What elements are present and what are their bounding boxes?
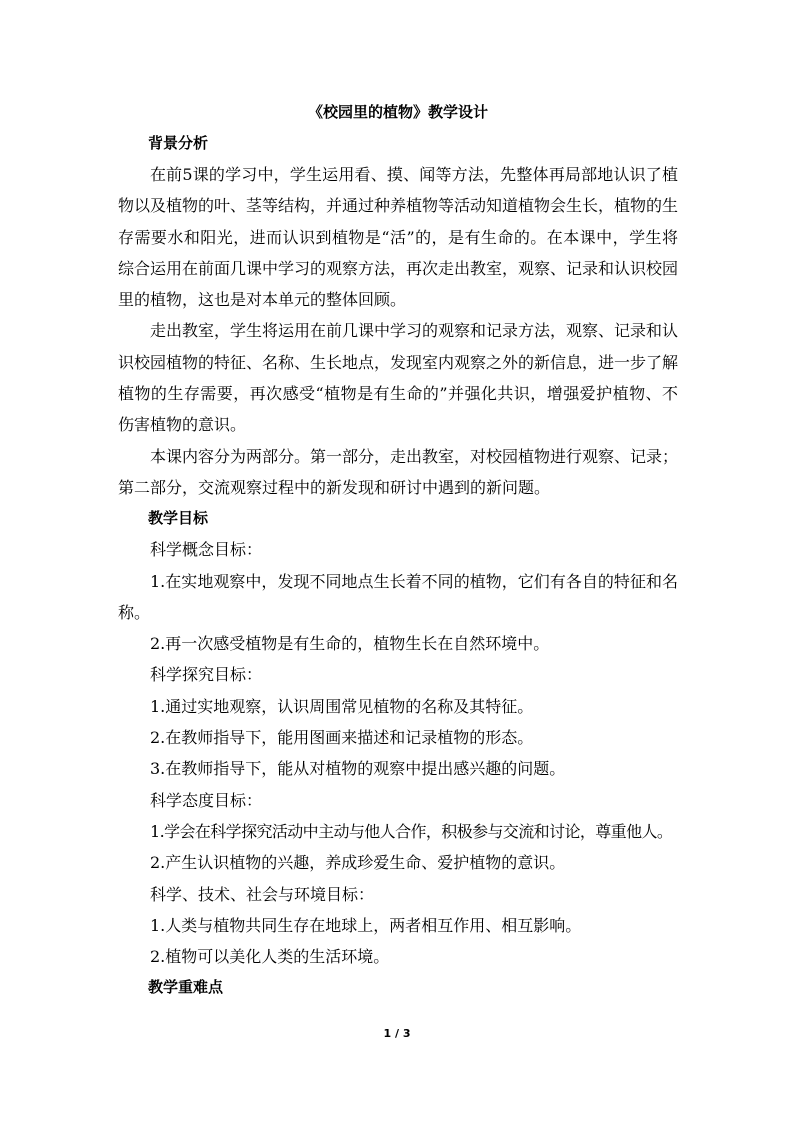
section-heading-background: 背景分析 [148,134,209,152]
section-heading-goals: 教学目标 [148,509,209,528]
goal-label-attitude: 科学态度目标： [150,790,263,810]
section-heading-keypoints: 教学重难点 [148,978,224,997]
background-paragraph: 本课内容分为两部分。第一部分，走出教室，对校园植物进行观察、记录；第二部分，交流观察过程中的新发现和研讨中遇到的新问题。 [118,446,679,497]
goal-label-inquiry: 科学探究目标： [150,665,263,685]
goal-item: 2.产生认识植物的兴趣，养成珍爱生命、爱护植物的意识。 [150,853,566,873]
goal-item: 2.在教师指导下，能用图画来描述和记录植物的形态。 [150,728,534,748]
goal-label-concept: 科学概念目标： [150,540,263,560]
document-body [118,100,678,1003]
background-paragraph: 在前5课的学习中，学生运用看、摸、闻等方法，先整体再局部地认识了植物以及植物的叶、茎等结构，并通过种养植物等活动知道植物会生长，植物的生存需要水和阳光，进而认识到植物是“活”的，是有生命的。在本课中，学生将综合运用在前面几课中学习的观察方法，再次走出教室，观察、记录和认识校园里的植物，这也是对本单元的整体回顾。 [118,165,679,310]
document-title: 《校园里的植物》教学设计 [307,103,488,121]
goal-item: 1.人类与植物共同生存在地球上，两者相互作用、相互影响。 [150,915,582,935]
goal-item: 1.学会在科学探究活动中主动与他人合作，积极参与交流和讨论，尊重他人。 [150,821,673,841]
goal-item: 2.植物可以美化人类的生活环境。 [150,947,390,967]
goal-item: 2.再一次感受植物是有生命的，植物生长在自然环境中。 [150,634,550,654]
goal-label-sts: 科学、技术、社会与环境目标： [150,884,375,904]
page-number: 1 / 3 [383,1027,411,1040]
goal-item: 1.通过实地观察，认识周围常见植物的名称及其特征。 [150,696,534,716]
background-paragraph: 走出教室，学生将运用在前几课中学习的观察和记录方法，观察、记录和认识校园植物的特征、名称、生长地点，发现室内观察之外的新信息，进一步了解植物的生存需要，再次感受“植物是有生命的”并强化共识，增强爱护植物、不伤害植物的意识。 [118,321,679,435]
goal-item: 1.在实地观察中，发现不同地点生长着不同的植物，它们有各自的特征和名称。 [118,571,678,622]
goal-item: 3.在教师指导下，能从对植物的观察中提出感兴趣的问题。 [150,759,566,779]
